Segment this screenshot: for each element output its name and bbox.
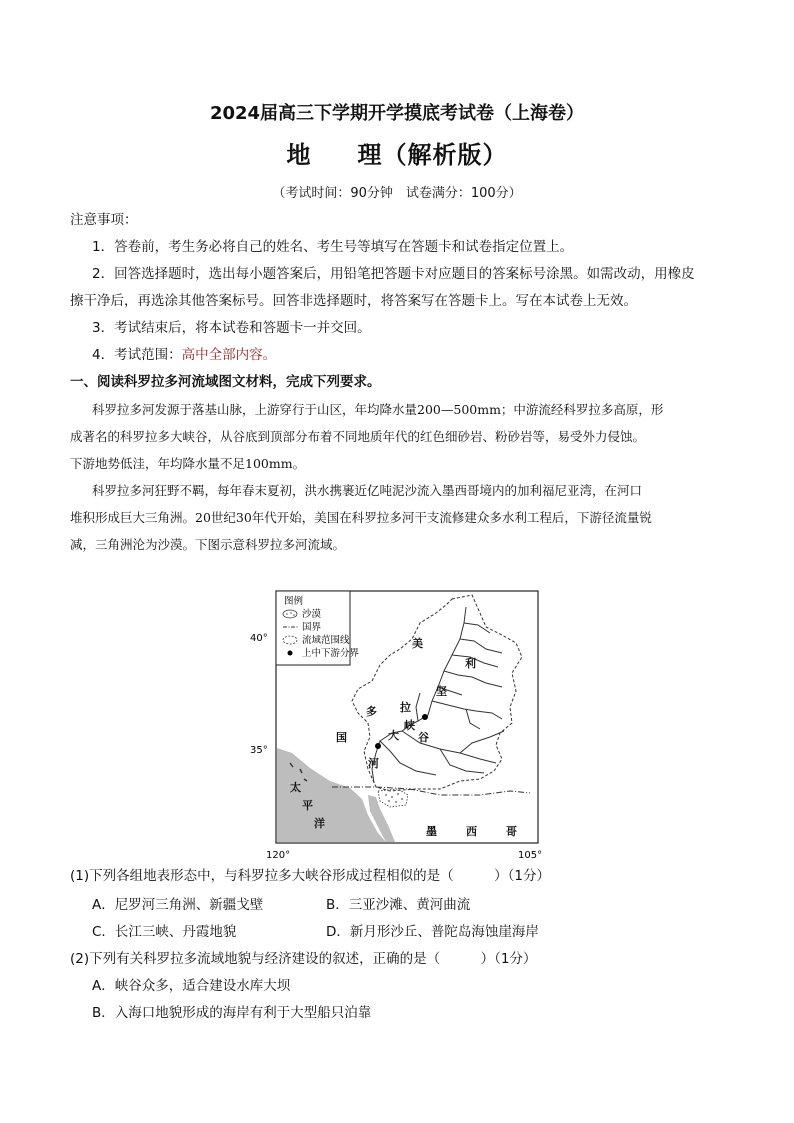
legend-desert-swatch <box>283 610 297 618</box>
note-item-2-cont: 擦干净后，再选涂其他答案标号。回答非选择题时，将答案写在答题卡上。写在本试卷上无效。 <box>70 293 637 309</box>
question-2-option-b: B．入海口地貌形成的海岸有利于大型船只泊靠 <box>92 1005 372 1021</box>
legend-point-label: 上中下游分界 <box>302 648 360 659</box>
label-mei: 美 <box>412 637 423 650</box>
legend-basin-label: 流域范围线 <box>302 635 350 646</box>
question-2-option-a: A．峡谷众多，适合建设水库大坝 <box>92 978 291 994</box>
para1-line-3: 下游地势低洼，年均降水量不足100mm。 <box>70 456 306 471</box>
para1-line-1: 科罗拉多河发源于落基山脉，上游穿行于山区，年均降水量200—500mm；中游流经科罗拉多高原，形 <box>92 402 664 417</box>
para1-line-2: 成著名的科罗拉多大峡谷，从谷底到顶部分布着不同地质年代的红色细砂岩、粉砂岩等，易受外力侵蚀。 <box>70 429 646 444</box>
lat-40-label: 40° <box>250 633 268 644</box>
note-item-3: 3．考试结束后，将本试卷和答题卡一并交回。 <box>92 320 371 336</box>
legend-border-label: 国界 <box>302 622 322 633</box>
subject-char-b: 理（解析版） <box>357 141 508 169</box>
label-xia: 峡 <box>404 719 415 732</box>
label-he: 河 <box>368 757 379 770</box>
map-legend <box>276 591 360 665</box>
label-li: 利 <box>465 657 476 670</box>
lat-35-label: 35° <box>250 745 268 756</box>
exam-info: （考试时间：90分钟 试卷满分：100分） <box>272 186 522 201</box>
label-yang: 洋 <box>314 817 325 830</box>
section1-heading: 一、阅读科罗拉多河流域图文材料，完成下列要求。 <box>70 374 381 390</box>
label-mo: 墨 <box>426 825 437 838</box>
legend-point-swatch <box>288 651 293 656</box>
label-duo: 多 <box>366 705 377 718</box>
subject-title <box>0 135 794 170</box>
label-jian: 坚 <box>436 685 447 698</box>
notes-heading: 注意事项： <box>70 212 138 228</box>
question-1-option-d: D．新月形沙丘、普陀岛海蚀崖海岸 <box>326 924 539 940</box>
label-xi: 西 <box>466 825 477 838</box>
para2-line-1: 科罗拉多河狂野不羁，每年春末夏初，洪水携裹近亿吨泥沙流入墨西哥境内的加利福尼亚湾，在河口 <box>92 483 643 498</box>
label-guo: 国 <box>336 731 347 744</box>
note-item-1: 1．答卷前，考生务必将自己的姓名、考生号等填写在答题卡和试卷指定位置上。 <box>92 239 574 255</box>
label-da: 大 <box>388 729 399 742</box>
upper-middle-boundary-point <box>422 714 428 720</box>
label-ping: 平 <box>302 799 313 812</box>
label-la: 拉 <box>400 701 411 714</box>
scope-label: 4．考试范围： <box>92 347 182 363</box>
para2-line-2: 堆积形成巨大三角洲。20世纪30年代开始，美国在科罗拉多河干支流修建众多水利工程后，下游径流量锐 <box>70 510 652 525</box>
colorado-basin-map <box>240 583 550 863</box>
legend-title: 图例 <box>284 596 304 607</box>
question-2-stem: (2)下列有关科罗拉多流域地貌与经济建设的叙述，正确的是（ ）（1分） <box>70 951 537 967</box>
label-tai: 太 <box>290 781 301 794</box>
lon-120-label: 120° <box>266 850 291 861</box>
legend-desert-label: 沙漠 <box>302 609 322 620</box>
label-gu: 谷 <box>418 731 429 744</box>
question-1-option-b: B．三亚沙滩、黄河曲流 <box>326 897 471 913</box>
question-1-stem: (1)下列各组地表形态中，与科罗拉多大峡谷形成过程相似的是（ ）（1分） <box>70 868 550 884</box>
scope-value: 高中全部内容。 <box>181 347 277 363</box>
para2-line-3: 减，三角洲沦为沙漠。下图示意科罗拉多河流域。 <box>70 537 346 552</box>
note-item-4 <box>92 345 276 365</box>
label-ge: 哥 <box>506 825 517 838</box>
question-1-option-c: C．长江三峡、丹霞地貌 <box>92 924 237 940</box>
middle-lower-boundary-point <box>375 743 381 749</box>
note-item-2: 2．回答选择题时，选出每小题答案后，用铅笔把答题卡对应题目的答案标号涂黑。如需改动，用橡皮 <box>92 266 695 282</box>
lon-105-label: 105° <box>518 850 543 861</box>
question-1-option-a: A．尼罗河三角洲、新疆戈壁 <box>92 897 264 913</box>
subject-char-a: 地 <box>286 141 312 169</box>
exam-title: 2024届高三下学期开学摸底考试卷（上海卷） <box>209 103 585 124</box>
